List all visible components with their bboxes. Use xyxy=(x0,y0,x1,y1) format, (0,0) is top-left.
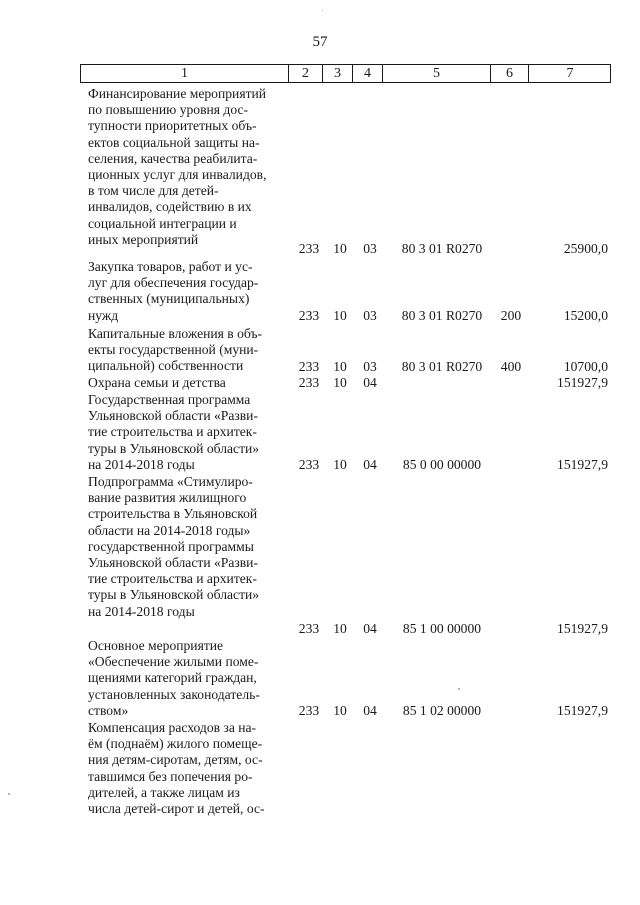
text-line: ственных (муниципальных) xyxy=(88,291,250,307)
text-line: государственной программы xyxy=(88,538,254,554)
scan-speck xyxy=(458,688,460,690)
cell-col-2: 233 xyxy=(298,375,320,390)
text-line: на 2014-2018 годы xyxy=(88,456,195,472)
cell-col-7: 151927,9 xyxy=(557,703,608,718)
text-line: вание развития жилищного xyxy=(88,490,247,506)
cell-col-5: 80 3 01 R0270 xyxy=(401,308,483,323)
text-line: луг для обеспечения государ- xyxy=(88,275,259,291)
cell-col-3: 10 xyxy=(333,241,347,256)
text-line: Ульяновской области «Разви- xyxy=(88,408,258,424)
cell-col-7: 151927,9 xyxy=(557,457,608,472)
text-line: ством» xyxy=(88,702,129,718)
text-line: туры в Ульяновской области» xyxy=(88,440,260,456)
cell-col-7: 10700,0 xyxy=(563,359,608,374)
cell-col-5: 85 1 02 00000 xyxy=(402,703,482,718)
cell-col-4: 04 xyxy=(363,703,377,718)
text-line: селения, качества реабилита- xyxy=(88,150,258,166)
cell-col-4: 03 xyxy=(363,308,377,323)
cell-col-4: 04 xyxy=(363,375,377,390)
text-line: области на 2014-2018 годы» xyxy=(88,522,251,538)
text-line: Компенсация расходов за на- xyxy=(88,720,257,735)
text-line: ём (поднаём) жилого помеще- xyxy=(88,736,263,752)
text-line: Закупка товаров, работ и ус- xyxy=(88,259,253,274)
text-line: Капитальные вложения в объ- xyxy=(88,326,263,341)
header-col-5: 5 xyxy=(382,65,490,82)
text-line: Ульяновской области «Разви- xyxy=(88,555,258,571)
row-text-0 xyxy=(88,86,284,248)
header-col-6: 6 xyxy=(490,65,528,82)
cell-col-3: 10 xyxy=(333,375,347,390)
cell-col-7: 15200,0 xyxy=(563,308,608,323)
cell-col-6: 400 xyxy=(500,359,522,374)
cell-col-3: 10 xyxy=(333,703,347,718)
text-line: «Обеспечение жилыми поме- xyxy=(88,654,259,670)
text-line: Подпрограмма «Стимулиро- xyxy=(88,474,253,489)
text-line: тупности приоритетных объ- xyxy=(88,118,257,134)
row-values-6 xyxy=(0,703,640,720)
text-line: тие строительства и архитек- xyxy=(88,571,257,587)
cell-col-3: 10 xyxy=(333,457,347,472)
cell-col-4: 04 xyxy=(363,457,377,472)
scan-speck xyxy=(8,793,10,795)
cell-col-5: 85 0 00 00000 xyxy=(402,457,482,472)
header-col-4: 4 xyxy=(352,65,382,82)
text-line: ния детям-сиротам, детям, ос- xyxy=(88,752,263,768)
text-line: ектов социальной защиты на- xyxy=(88,134,260,150)
row-values-5 xyxy=(0,621,640,638)
cell-col-5: 85 1 00 00000 xyxy=(402,621,482,636)
cell-col-4: 03 xyxy=(363,241,377,256)
cell-col-2: 233 xyxy=(298,241,320,256)
cell-col-4: 04 xyxy=(363,621,377,636)
cell-col-3: 10 xyxy=(333,621,347,636)
row-text-7 xyxy=(88,720,284,817)
text-line: тавшимся без попечения ро- xyxy=(88,768,253,784)
cell-col-2: 233 xyxy=(298,308,320,323)
text-line: туры в Ульяновской области» xyxy=(88,587,260,603)
text-line: иных мероприятий xyxy=(88,231,199,247)
text-line: на 2014-2018 годы xyxy=(88,603,195,619)
text-line: числа детей-сирот и детей, ос- xyxy=(88,801,265,817)
cell-col-3: 10 xyxy=(333,359,347,374)
text-line: тие строительства и архитек- xyxy=(88,424,257,440)
text-line: Финансирование мероприятий xyxy=(88,86,267,101)
text-line: нужд xyxy=(88,307,119,323)
text-line: установленных законодатель- xyxy=(88,686,260,702)
text-line: екты государственной (муни- xyxy=(88,342,259,358)
cell-col-7: 151927,9 xyxy=(557,375,608,390)
cell-col-6: 200 xyxy=(500,308,522,323)
text-line: ципальной) собственности xyxy=(88,358,244,374)
text-line: в том числе для детей- xyxy=(88,183,219,199)
cell-col-2: 233 xyxy=(298,621,320,636)
row-values-1 xyxy=(0,308,640,325)
cell-col-5: 80 3 01 R0270 xyxy=(401,241,483,256)
cell-col-7: 25900,0 xyxy=(563,241,608,256)
header-col-2: 2 xyxy=(288,65,322,82)
row-values-4 xyxy=(0,457,640,474)
cell-col-7: 151927,9 xyxy=(557,621,608,636)
row-values-0 xyxy=(0,241,640,258)
text-line: ционных услуг для инвалидов, xyxy=(88,167,267,183)
text-line: инвалидов, содействию в их xyxy=(88,199,252,215)
row-values-3 xyxy=(0,375,640,392)
cell-col-2: 233 xyxy=(298,457,320,472)
text-line: Государственная программа xyxy=(88,392,251,407)
header-col-7: 7 xyxy=(528,65,611,82)
text-line: щениями категорий граждан, xyxy=(88,670,257,686)
text-line: Охрана семьи и детства xyxy=(88,375,226,390)
cell-col-2: 233 xyxy=(298,359,320,374)
page-number: 57 xyxy=(312,34,328,50)
row-values-2 xyxy=(0,359,640,376)
cell-col-5: 80 3 01 R0270 xyxy=(401,359,483,374)
row-text-5 xyxy=(88,474,284,620)
scan-speck xyxy=(322,10,323,11)
text-line: по повышению уровня дос- xyxy=(88,102,249,118)
text-line: социальной интеграции и xyxy=(88,215,237,231)
header-col-3: 3 xyxy=(322,65,352,82)
cell-col-4: 03 xyxy=(363,359,377,374)
cell-col-2: 233 xyxy=(298,703,320,718)
text-line: Основное мероприятие xyxy=(88,638,224,653)
header-col-1: 1 xyxy=(181,66,188,81)
text-line: строительства в Ульяновской xyxy=(88,506,258,522)
text-line: дителей, а также лицам из xyxy=(88,784,240,800)
table-header xyxy=(80,64,611,83)
cell-col-3: 10 xyxy=(333,308,347,323)
